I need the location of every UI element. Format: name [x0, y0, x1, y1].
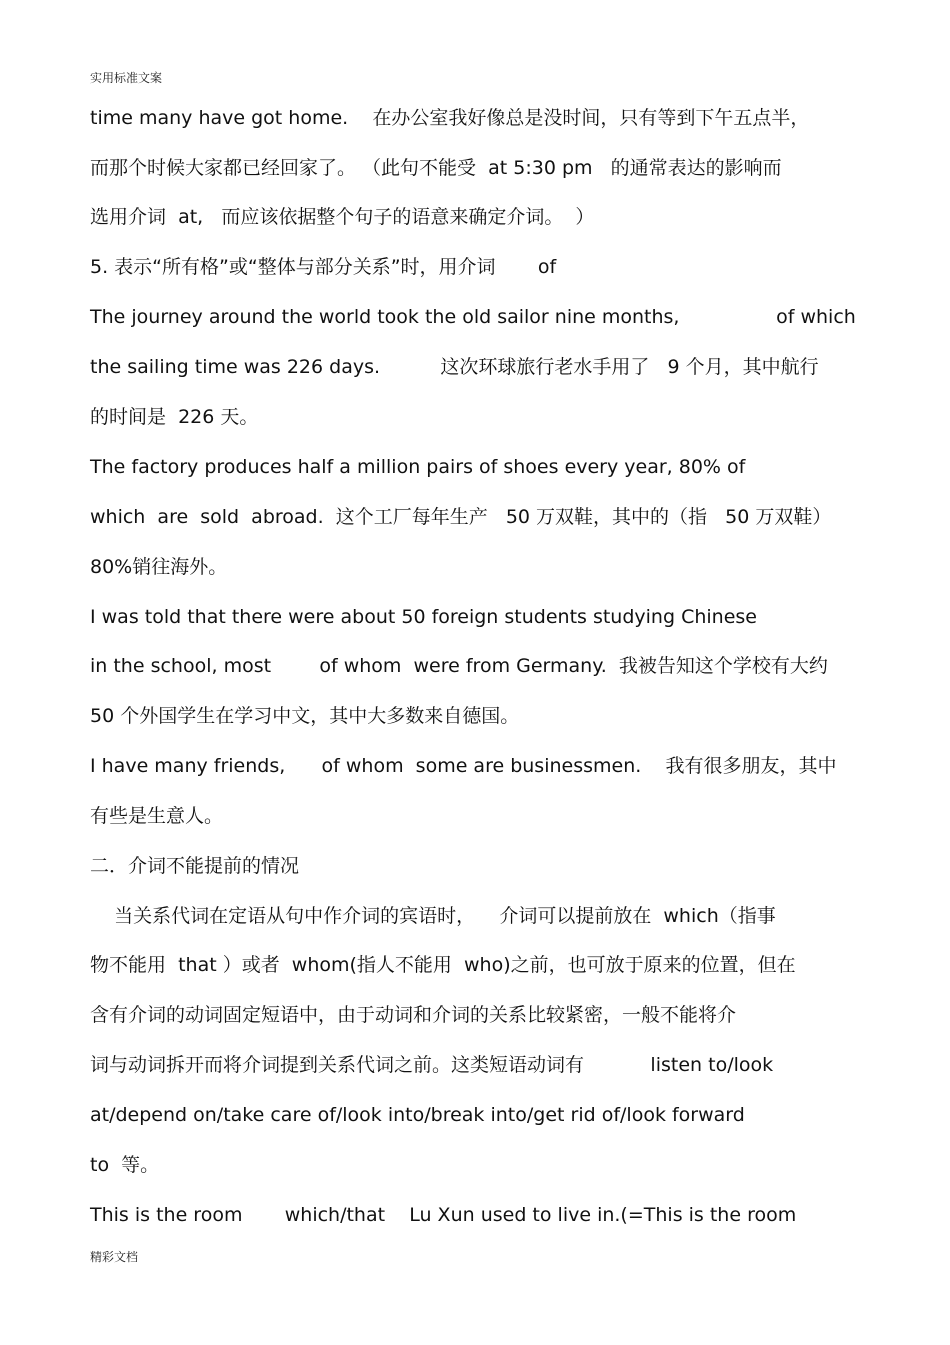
text-line: I have many friends, of whom some are businessmen. 我有很多朋友，其中	[90, 755, 837, 777]
text-line: 词与动词拆开而将介词提到关系代词之前。这类短语动词有 listen to/look	[90, 1054, 774, 1076]
text-line: 物不能用 that ）或者 whom(指人不能用 who)之前，也可放于原来的位置，但在	[90, 954, 796, 976]
text-line: at/depend on/take care of/look into/break into/get rid of/look forward	[90, 1104, 745, 1126]
text-line: 而那个时候大家都已经回家了。 （此句不能受 at 5:30 pm 的通常表达的影响而	[90, 157, 782, 179]
text-line: 5. 表示“所有格”或“整体与部分关系”时，用介词 of	[90, 256, 557, 278]
page-header: 实用标准文案	[90, 71, 163, 85]
page-footer: 精彩文档	[90, 1250, 139, 1264]
text-line: 的时间是 226 天。	[90, 406, 259, 428]
text-line: 50 个外国学生在学习中文，其中大多数来自德国。	[90, 705, 520, 727]
text-line: to 等。	[90, 1154, 160, 1176]
text-line: 有些是生意人。	[90, 805, 224, 827]
text-line: the sailing time was 226 days. 这次环球旅行老水手用了 9 个月，其中航行	[90, 356, 819, 378]
text-line: 含有介词的动词固定短语中，由于动词和介词的关系比较紧密，一般不能将介	[90, 1004, 737, 1026]
text-line: This is the room which/that Lu Xun used to live in.(=This is the room	[90, 1204, 797, 1226]
text-line: 80%销往海外。	[90, 556, 228, 578]
text-line: The journey around the world took the old sailor nine months, of which	[90, 306, 856, 328]
text-line: I was told that there were about 50 foreign students studying Chinese	[90, 606, 757, 628]
text-line: 当关系代词在定语从句中作介词的宾语时， 介词可以提前放在 which（指事	[90, 905, 776, 927]
text-line: 选用介词 at, 而应该依据整个句子的语意来确定介词。 ）	[90, 206, 595, 228]
text-line: time many have got home. 在办公室我好像总是没时间，只有等到下午五点半，	[90, 107, 810, 129]
text-line: which are sold abroad. 这个工厂每年生产 50 万双鞋，其中的（指 50 万双鞋）	[90, 506, 832, 528]
section-heading: 二．介词不能提前的情况	[90, 855, 300, 877]
text-line: in the school, most of whom were from Germany. 我被告知这个学校有大约	[90, 655, 828, 677]
text-line: The factory produces half a million pairs of shoes every year, 80% of	[90, 456, 746, 478]
